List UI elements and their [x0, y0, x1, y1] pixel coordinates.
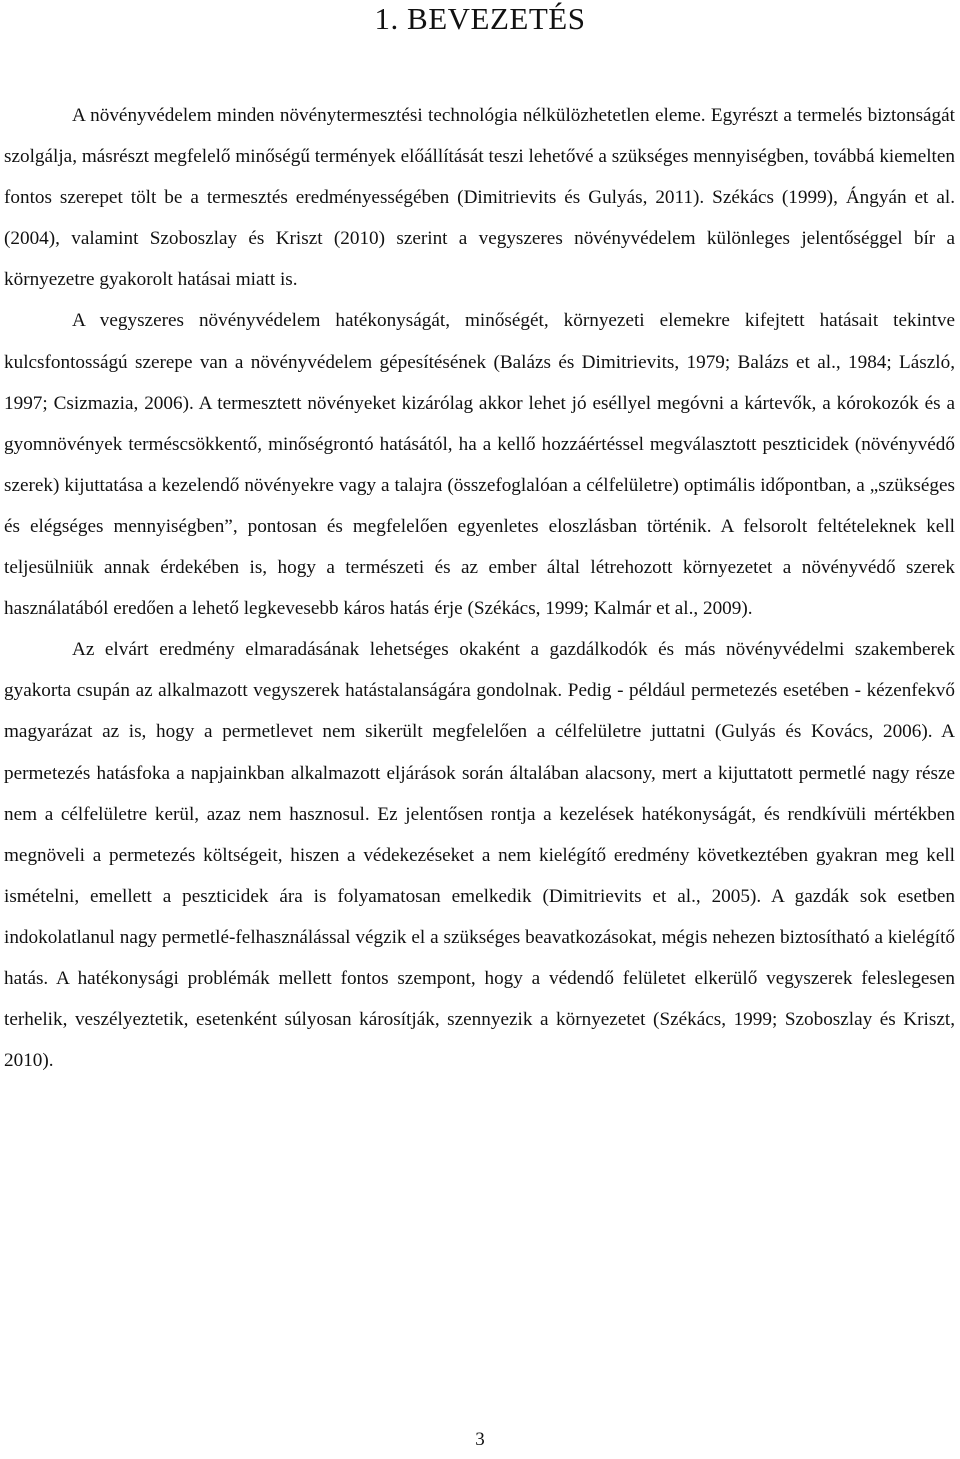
body-text: [4, 95, 955, 1081]
page-number: 3: [475, 1429, 485, 1450]
chapter-title: 1. BEVEZETÉS: [374, 1, 586, 36]
paragraph-2: A vegyszeres növényvédelem hatékonyságát, minőségét, környezeti elemekre kifejtett hatásait tekintve kulcsfontosságú szerepe van a növényvédelem gépesítésének (Balázs és Dimitrievits, 1979; Balázs et al., 1984; László, 1997; Csizmazia, 2006). A termesztett növényeket kizárólag akkor lehet jó eséllyel megóvni a kártevők, a kórokozók és a gyomnövények terméscsökkentő, minőségrontó hatásától, ha a kellő hozzáértéssel megválasztott peszticidek (növényvédő szerek) kijuttatása a kezelendő növényekre vagy a talajra (összefoglalóan a célfelületre) optimális időpontban, a „szükséges és elégséges mennyiségben”, pontosan és megfelelően egyenletes eloszlásban történik. A felsorolt feltételeknek kell teljesülniük annak érdekében is, hogy a természeti és az ember által létrehozott környezetet a növényvédő szerek használatából eredően a lehető legkevesebb káros hatás érje (Székács, 1999; Kalmár et al., 2009).: [4, 310, 955, 620]
paragraph-3: Az elvárt eredmény elmaradásának lehetséges okaként a gazdálkodók és más növényvédelmi szakemberek gyakorta csupán az alkalmazott vegyszerek hatástalanságára gondolnak. Pedig - például permetezés esetében - kézenfekvő magyarázat az is, hogy a permetlevet nem sikerült megfelelően a célfelületre juttatni (Gulyás és Kovács, 2006). A permetezés hatásfoka a napjainkban alkalmazott eljárások során általában alacsony, mert a kijuttatott permetlé nagy része nem a célfelületre kerül, azaz nem hasznosul. Ez jelentősen rontja a kezelések hatékonyságát, és rendkívüli mértékben megnöveli a permetezés költségeit, hiszen a védekezéseket a nem kielégítő eredmény következtében gyakran meg kell ismételni, emellett a peszticidek ára is folyamatosan emelkedik (Dimitrievits et al., 2005). A gazdák sok esetben indokolatlanul nagy permetlé-felhasználással végzik el a szükséges beavatkozásokat, mégis nehezen biztosítható a kielégítő hatás. A hatékonysági problémák mellett fontos szempont, hogy a védendő felületet elkerülő vegyszerek feleslegesen terhelik, veszélyeztetik, esetenként súlyosan károsítják, szennyezik a környezetet (Székács, 1999; Szoboszlay és Kriszt, 2010).: [4, 639, 955, 1072]
paragraph-1: A növényvédelem minden növénytermesztési technológia nélkülözhetetlen eleme. Egyrészt a termelés biztonságát szolgálja, másrészt megfelelő minőségű termények előállítását teszi lehetővé a szükséges mennyiségben, továbbá kiemelten fontos szerepet tölt be a termesztés eredményességében (Dimitrievits és Gulyás, 2011). Székács (1999), Ángyán et al. (2004), valamint Szoboszlay és Kriszt (2010) szerint a vegyszeres növényvédelem különleges jelentőséggel bír a környezetre gyakorolt hatásai miatt is.: [4, 105, 955, 291]
